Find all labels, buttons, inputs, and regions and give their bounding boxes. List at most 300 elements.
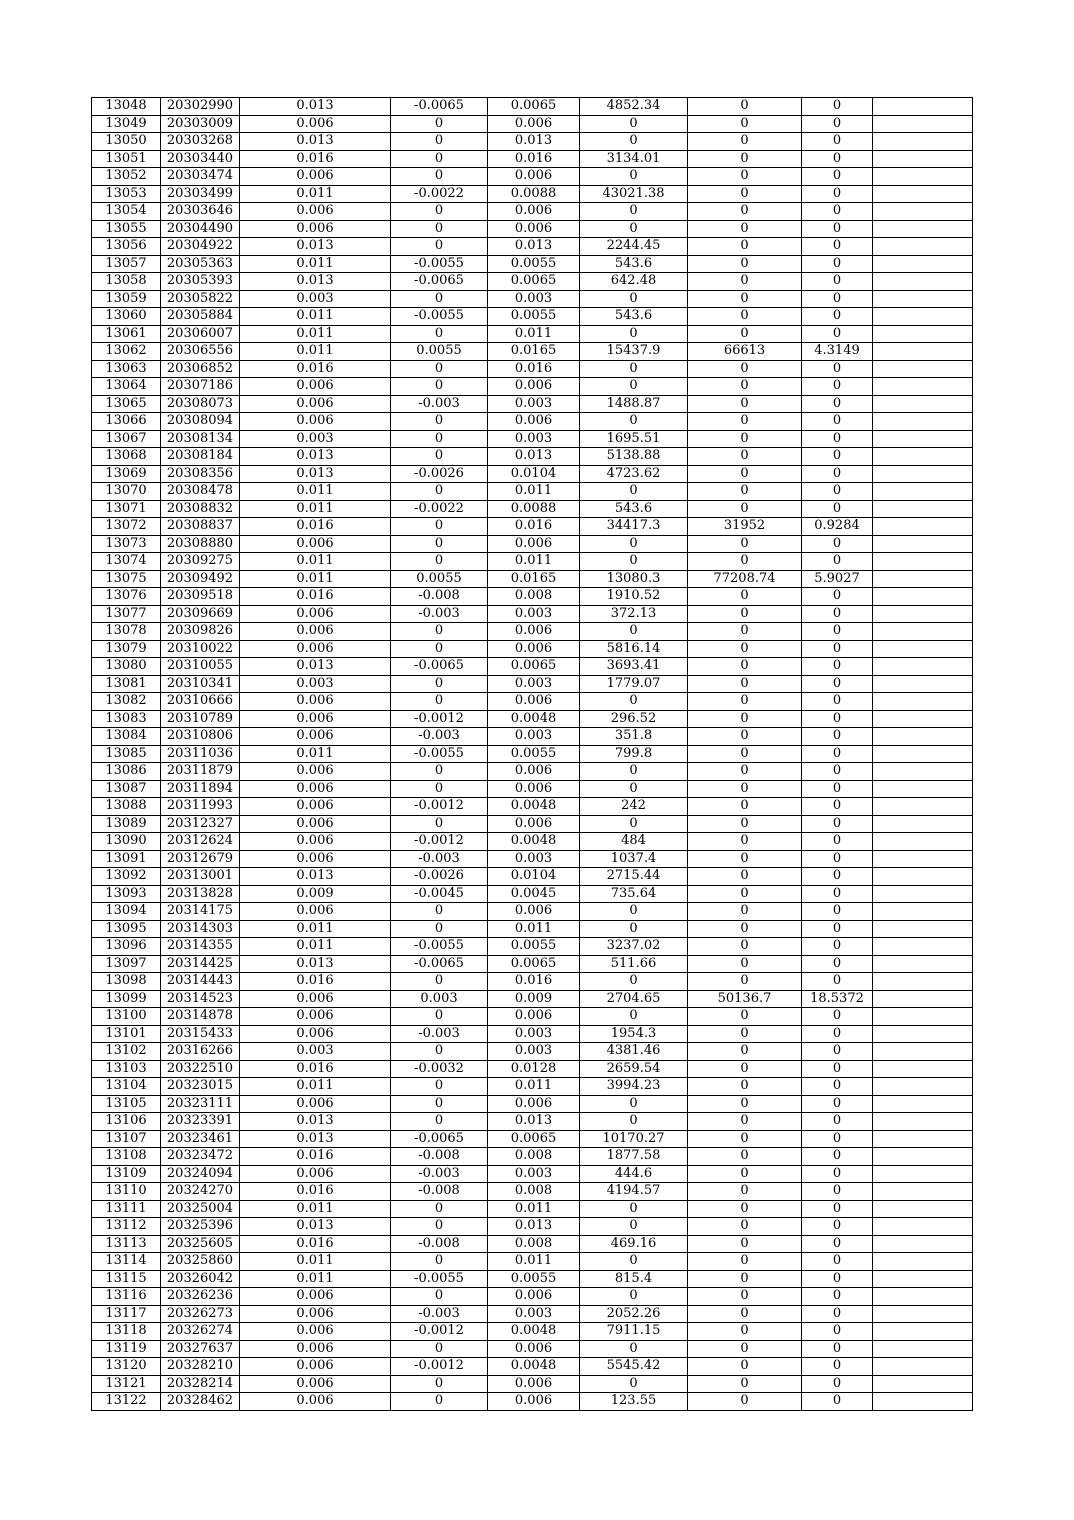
blank-cell [873,763,973,781]
id-cell: 20312624 [161,833,240,851]
blank-cell [873,360,973,378]
row-number-cell: 13082 [92,693,161,711]
amount-cell: 1877.58 [580,1148,688,1166]
table-row [92,203,973,221]
row-number-cell: 13068 [92,448,161,466]
row-number-cell: 13092 [92,868,161,886]
ratio-cell: 0 [802,1340,873,1358]
adjustment-cell: -0.0012 [391,1358,488,1376]
amount-cell: 2052.26 [580,1305,688,1323]
row-number-cell: 13080 [92,658,161,676]
rate-cell: 0.013 [240,273,391,291]
id-cell: 20309669 [161,605,240,623]
amount-cell: 543.6 [580,500,688,518]
id-cell: 20325860 [161,1253,240,1271]
value-cell: 0 [688,1025,802,1043]
value-cell: 0 [688,1008,802,1026]
net-rate-cell: 0.006 [488,413,580,431]
row-number-cell: 13053 [92,185,161,203]
row-number-cell: 13100 [92,1008,161,1026]
adjustment-cell: -0.0026 [391,465,488,483]
rate-cell: 0.006 [240,1393,391,1411]
id-cell: 20303474 [161,168,240,186]
value-cell: 0 [688,920,802,938]
amount-cell: 0 [580,1200,688,1218]
row-number-cell: 13086 [92,763,161,781]
amount-cell: 1695.51 [580,430,688,448]
table-row [92,133,973,151]
ratio-cell: 0 [802,763,873,781]
ratio-cell: 0 [802,710,873,728]
ratio-cell: 0 [802,588,873,606]
ratio-cell: 0 [802,395,873,413]
blank-cell [873,518,973,536]
table-row [92,605,973,623]
rate-cell: 0.006 [240,763,391,781]
amount-cell: 0 [580,1375,688,1393]
table-row [92,483,973,501]
adjustment-cell: 0 [391,483,488,501]
id-cell: 20325396 [161,1218,240,1236]
adjustment-cell: -0.0055 [391,255,488,273]
row-number-cell: 13067 [92,430,161,448]
net-rate-cell: 0.006 [488,763,580,781]
table-row [92,815,973,833]
blank-cell [873,1323,973,1341]
blank-cell [873,605,973,623]
adjustment-cell: 0 [391,623,488,641]
value-cell: 0 [688,1078,802,1096]
blank-cell [873,115,973,133]
ratio-cell: 0 [802,238,873,256]
blank-cell [873,710,973,728]
amount-cell: 642.48 [580,273,688,291]
ratio-cell: 0 [802,885,873,903]
amount-cell: 1954.3 [580,1025,688,1043]
ratio-cell: 0 [802,325,873,343]
adjustment-cell: -0.0055 [391,308,488,326]
value-cell: 0 [688,203,802,221]
net-rate-cell: 0.0065 [488,273,580,291]
blank-cell [873,1165,973,1183]
row-number-cell: 13063 [92,360,161,378]
ratio-cell: 0 [802,290,873,308]
rate-cell: 0.006 [240,815,391,833]
id-cell: 20315433 [161,1025,240,1043]
blank-cell [873,465,973,483]
amount-cell: 815.4 [580,1270,688,1288]
id-cell: 20308073 [161,395,240,413]
amount-cell: 0 [580,378,688,396]
table-row [92,1393,973,1411]
net-rate-cell: 0.003 [488,1043,580,1061]
adjustment-cell: 0 [391,1078,488,1096]
net-rate-cell: 0.009 [488,990,580,1008]
id-cell: 20311036 [161,745,240,763]
blank-cell [873,955,973,973]
net-rate-cell: 0.011 [488,1200,580,1218]
table-row [92,448,973,466]
blank-cell [873,640,973,658]
row-number-cell: 13089 [92,815,161,833]
amount-cell: 735.64 [580,885,688,903]
row-number-cell: 13072 [92,518,161,536]
value-cell: 0 [688,780,802,798]
value-cell: 0 [688,1288,802,1306]
rate-cell: 0.016 [240,360,391,378]
row-number-cell: 13071 [92,500,161,518]
id-cell: 20314878 [161,1008,240,1026]
amount-cell: 3237.02 [580,938,688,956]
rate-cell: 0.006 [240,833,391,851]
net-rate-cell: 0.006 [488,1340,580,1358]
net-rate-cell: 0.003 [488,290,580,308]
adjustment-cell: 0 [391,1253,488,1271]
id-cell: 20306852 [161,360,240,378]
amount-cell: 5138.88 [580,448,688,466]
net-rate-cell: 0.006 [488,903,580,921]
row-number-cell: 13056 [92,238,161,256]
ratio-cell: 0 [802,1008,873,1026]
table-row [92,903,973,921]
rate-cell: 0.006 [240,623,391,641]
rate-cell: 0.016 [240,1183,391,1201]
table-row [92,780,973,798]
rate-cell: 0.016 [240,973,391,991]
rate-cell: 0.013 [240,1130,391,1148]
net-rate-cell: 0.016 [488,360,580,378]
row-number-cell: 13108 [92,1148,161,1166]
adjustment-cell: -0.008 [391,1148,488,1166]
row-number-cell: 13051 [92,150,161,168]
adjustment-cell: 0 [391,518,488,536]
table-row [92,623,973,641]
row-number-cell: 13064 [92,378,161,396]
value-cell: 0 [688,1270,802,1288]
blank-cell [873,693,973,711]
table-row [92,1060,973,1078]
id-cell: 20324270 [161,1183,240,1201]
rate-cell: 0.006 [240,1008,391,1026]
value-cell: 0 [688,1235,802,1253]
net-rate-cell: 0.003 [488,675,580,693]
table-row [92,98,973,116]
row-number-cell: 13118 [92,1323,161,1341]
value-cell: 0 [688,588,802,606]
blank-cell [873,1375,973,1393]
table-row [92,1183,973,1201]
value-cell: 0 [688,1165,802,1183]
table-row [92,168,973,186]
row-number-cell: 13107 [92,1130,161,1148]
ratio-cell: 0 [802,1165,873,1183]
adjustment-cell: 0 [391,115,488,133]
value-cell: 0 [688,465,802,483]
id-cell: 20316266 [161,1043,240,1061]
id-cell: 20314523 [161,990,240,1008]
value-cell: 0 [688,798,802,816]
amount-cell: 5545.42 [580,1358,688,1376]
adjustment-cell: 0 [391,1043,488,1061]
rate-cell: 0.013 [240,238,391,256]
row-number-cell: 13104 [92,1078,161,1096]
adjustment-cell: -0.0012 [391,833,488,851]
amount-cell: 543.6 [580,308,688,326]
net-rate-cell: 0.006 [488,220,580,238]
adjustment-cell: 0 [391,150,488,168]
row-number-cell: 13075 [92,570,161,588]
ratio-cell: 0 [802,115,873,133]
amount-cell: 0 [580,203,688,221]
ratio-cell: 0 [802,973,873,991]
id-cell: 20312679 [161,850,240,868]
row-number-cell: 13116 [92,1288,161,1306]
amount-cell: 242 [580,798,688,816]
table-row [92,973,973,991]
row-number-cell: 13111 [92,1200,161,1218]
id-cell: 20328214 [161,1375,240,1393]
id-cell: 20302990 [161,98,240,116]
adjustment-cell: 0 [391,430,488,448]
amount-cell: 0 [580,325,688,343]
blank-cell [873,1200,973,1218]
table-row [92,938,973,956]
amount-cell: 351.8 [580,728,688,746]
table-row [92,1113,973,1131]
row-number-cell: 13055 [92,220,161,238]
adjustment-cell: -0.0065 [391,273,488,291]
ratio-cell: 0 [802,780,873,798]
ratio-cell: 0 [802,1288,873,1306]
amount-cell: 0 [580,780,688,798]
ratio-cell: 0 [802,448,873,466]
net-rate-cell: 0.0088 [488,185,580,203]
id-cell: 20326236 [161,1288,240,1306]
rate-cell: 0.006 [240,395,391,413]
value-cell: 0 [688,273,802,291]
blank-cell [873,185,973,203]
value-cell: 0 [688,728,802,746]
ratio-cell: 0 [802,1253,873,1271]
adjustment-cell: 0 [391,1113,488,1131]
table-row [92,1270,973,1288]
table-row [92,1043,973,1061]
row-number-cell: 13112 [92,1218,161,1236]
ratio-cell: 0 [802,255,873,273]
rate-cell: 0.016 [240,518,391,536]
amount-cell: 1037.4 [580,850,688,868]
blank-cell [873,623,973,641]
id-cell: 20323391 [161,1113,240,1131]
blank-cell [873,220,973,238]
blank-cell [873,1253,973,1271]
net-rate-cell: 0.0065 [488,1130,580,1148]
table-row [92,710,973,728]
rate-cell: 0.006 [240,115,391,133]
adjustment-cell: -0.0055 [391,745,488,763]
blank-cell [873,1358,973,1376]
id-cell: 20310789 [161,710,240,728]
amount-cell: 43021.38 [580,185,688,203]
value-cell: 0 [688,133,802,151]
rate-cell: 0.006 [240,850,391,868]
amount-cell: 0 [580,1218,688,1236]
adjustment-cell: 0 [391,920,488,938]
row-number-cell: 13078 [92,623,161,641]
table-row [92,395,973,413]
net-rate-cell: 0.003 [488,728,580,746]
ratio-cell: 0 [802,150,873,168]
table-row [92,255,973,273]
value-cell: 0 [688,868,802,886]
table-row [92,1288,973,1306]
rate-cell: 0.006 [240,798,391,816]
blank-cell [873,938,973,956]
amount-cell: 0 [580,815,688,833]
blank-cell [873,1078,973,1096]
table-row [92,518,973,536]
id-cell: 20309492 [161,570,240,588]
net-rate-cell: 0.008 [488,1148,580,1166]
id-cell: 20326274 [161,1323,240,1341]
adjustment-cell: 0 [391,378,488,396]
adjustment-cell: 0 [391,1288,488,1306]
amount-cell: 10170.27 [580,1130,688,1148]
table-row [92,378,973,396]
net-rate-cell: 0.0128 [488,1060,580,1078]
rate-cell: 0.006 [240,1165,391,1183]
net-rate-cell: 0.011 [488,553,580,571]
table-row [92,360,973,378]
net-rate-cell: 0.006 [488,780,580,798]
adjustment-cell: 0 [391,693,488,711]
net-rate-cell: 0.006 [488,115,580,133]
rate-cell: 0.006 [240,1095,391,1113]
rate-cell: 0.006 [240,1340,391,1358]
id-cell: 20322510 [161,1060,240,1078]
id-cell: 20310341 [161,675,240,693]
rate-cell: 0.013 [240,465,391,483]
value-cell: 0 [688,255,802,273]
adjustment-cell: -0.0012 [391,1323,488,1341]
id-cell: 20310022 [161,640,240,658]
id-cell: 20314303 [161,920,240,938]
adjustment-cell: -0.0026 [391,868,488,886]
table-row [92,588,973,606]
ratio-cell: 0 [802,955,873,973]
value-cell: 0 [688,710,802,728]
adjustment-cell: 0 [391,1095,488,1113]
id-cell: 20308880 [161,535,240,553]
amount-cell: 0 [580,360,688,378]
row-number-cell: 13050 [92,133,161,151]
ratio-cell: 0 [802,133,873,151]
row-number-cell: 13077 [92,605,161,623]
adjustment-cell: 0 [391,168,488,186]
net-rate-cell: 0.013 [488,133,580,151]
blank-cell [873,1393,973,1411]
adjustment-cell: -0.003 [391,605,488,623]
net-rate-cell: 0.003 [488,1165,580,1183]
blank-cell [873,1218,973,1236]
rate-cell: 0.011 [240,255,391,273]
net-rate-cell: 0.003 [488,1025,580,1043]
row-number-cell: 13122 [92,1393,161,1411]
rate-cell: 0.006 [240,378,391,396]
row-number-cell: 13061 [92,325,161,343]
adjustment-cell: 0 [391,780,488,798]
row-number-cell: 13119 [92,1340,161,1358]
ratio-cell: 0 [802,693,873,711]
value-cell: 0 [688,553,802,571]
table-row [92,990,973,1008]
rate-cell: 0.013 [240,868,391,886]
amount-cell: 0 [580,920,688,938]
table-row [92,693,973,711]
net-rate-cell: 0.006 [488,1095,580,1113]
amount-cell: 3693.41 [580,658,688,676]
blank-cell [873,833,973,851]
adjustment-cell: 0 [391,640,488,658]
net-rate-cell: 0.0055 [488,938,580,956]
table-row [92,1008,973,1026]
value-cell: 0 [688,150,802,168]
adjustment-cell: -0.003 [391,1305,488,1323]
id-cell: 20327637 [161,1340,240,1358]
net-rate-cell: 0.016 [488,518,580,536]
value-cell: 0 [688,850,802,868]
amount-cell: 0 [580,693,688,711]
table-row [92,833,973,851]
value-cell: 0 [688,605,802,623]
row-number-cell: 13113 [92,1235,161,1253]
net-rate-cell: 0.0165 [488,570,580,588]
net-rate-cell: 0.006 [488,535,580,553]
blank-cell [873,745,973,763]
blank-cell [873,973,973,991]
table-row [92,1200,973,1218]
amount-cell: 1779.07 [580,675,688,693]
rate-cell: 0.011 [240,1270,391,1288]
net-rate-cell: 0.0055 [488,255,580,273]
value-cell: 0 [688,1060,802,1078]
rate-cell: 0.011 [240,483,391,501]
net-rate-cell: 0.003 [488,395,580,413]
ratio-cell: 0 [802,658,873,676]
value-cell: 0 [688,1340,802,1358]
table-row [92,1323,973,1341]
value-cell: 0 [688,185,802,203]
net-rate-cell: 0.006 [488,693,580,711]
row-number-cell: 13101 [92,1025,161,1043]
id-cell: 20313001 [161,868,240,886]
row-number-cell: 13076 [92,588,161,606]
ratio-cell: 0 [802,168,873,186]
value-cell: 0 [688,693,802,711]
id-cell: 20310806 [161,728,240,746]
ratio-cell: 0 [802,1078,873,1096]
row-number-cell: 13110 [92,1183,161,1201]
amount-cell: 0 [580,168,688,186]
row-number-cell: 13054 [92,203,161,221]
amount-cell: 1910.52 [580,588,688,606]
table-row [92,413,973,431]
rate-cell: 0.006 [240,1375,391,1393]
blank-cell [873,1130,973,1148]
ratio-cell: 0 [802,185,873,203]
blank-cell [873,1305,973,1323]
net-rate-cell: 0.0045 [488,885,580,903]
